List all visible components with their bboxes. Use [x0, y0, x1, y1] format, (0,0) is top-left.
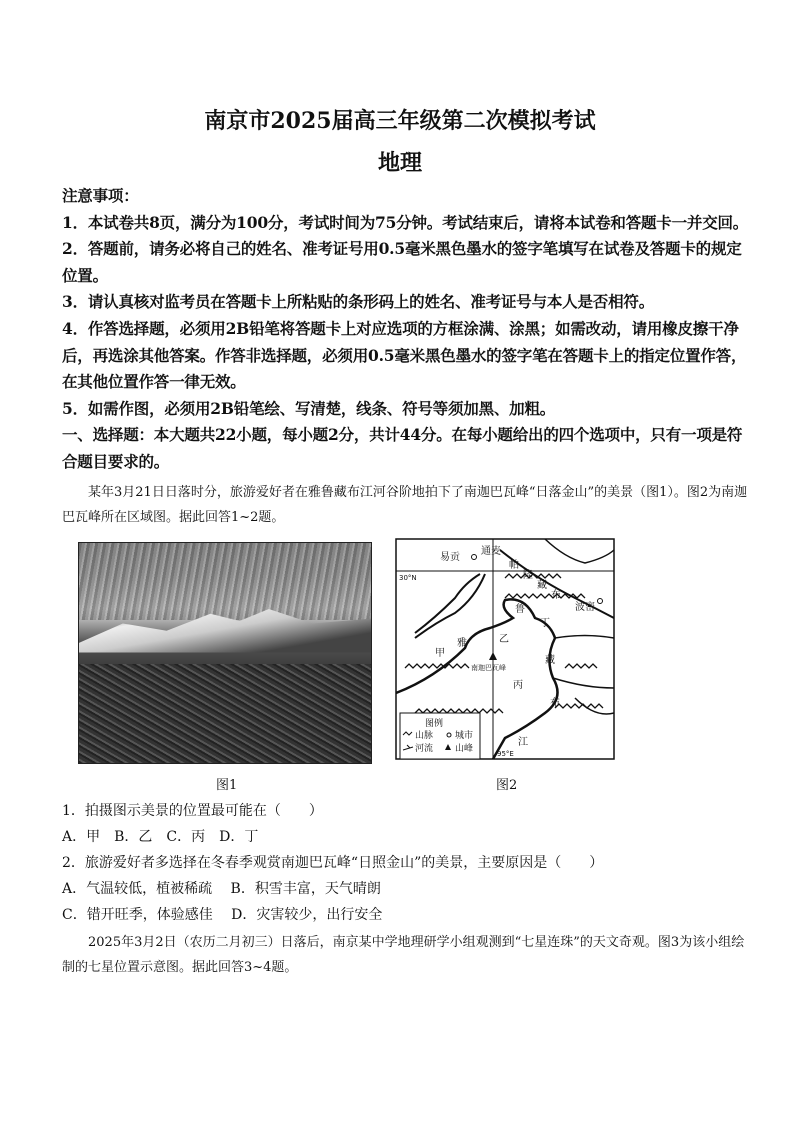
city-label: 易贡	[440, 551, 460, 563]
legend-item: 山峰	[455, 743, 474, 754]
place-label: 甲	[435, 647, 445, 659]
river-label: 江	[518, 736, 528, 748]
notice-item: 2．答题前，请务必将自己的姓名、准考证号用0.5毫米黑色墨水的签字笔填写在试卷及答题卡的规定位置。	[62, 239, 742, 285]
river-label: 雅	[457, 637, 467, 649]
question-2: 2．旅游爱好者多选择在冬春季观赏南迦巴瓦峰“日照金山”的美景，主要原因是（ ）	[62, 854, 604, 871]
passage-2: 2025年3月2日（农历二月初三）日落后，南京某中学地理研学小组观测到“七星连珠”的天文奇观。图3为该小组绘制的七星位置示意图。据此回答3~4题。	[62, 934, 745, 975]
river-label: 隆	[523, 569, 533, 581]
place-label: 乙	[499, 633, 509, 645]
river-label: 布	[550, 697, 560, 709]
question-1: 1．拍摄图示美景的位置最可能在（ ）	[62, 802, 323, 819]
question-2-options: A．气温较低，植被稀疏 B．积雪丰富，天气晴朗	[62, 880, 381, 897]
figure-2-map	[395, 538, 615, 760]
figure-2-caption: 图2	[496, 777, 518, 793]
river-label: 通麦	[481, 545, 501, 557]
notice-item: 5．如需作图，必须用2B铅笔绘、写清楚，线条、符号等须加黑、加粗。	[62, 398, 556, 418]
notice-heading: 注意事项：	[62, 186, 139, 205]
section-heading: 一、选择题：本大题共22小题，每小题2分，共计44分。在每小题给出的四个选项中，只有一项是符合题目要求的。	[62, 425, 743, 471]
longitude-label: 95°E	[497, 749, 514, 758]
notice-item: 1．本试卷共8页，满分为100分，考试时间为75分钟。考试结束后，请将本试卷和答题卡一并交回。	[62, 212, 749, 232]
notice-item: 4．作答选择题，必须用2B铅笔将答题卡上对应选项的方框涂满、涂黑；如需改动，请用橡皮擦干净后，再选涂其他答案。作答非选择题，必须用0.5毫米黑色墨水的签字笔在答题卡上的指定位置作答，在其他位置作答一律无效。	[62, 318, 747, 392]
legend-item: 河流	[415, 743, 434, 754]
figure-1-photo	[78, 542, 372, 764]
place-label: 丁	[540, 617, 550, 629]
figure-captions	[62, 774, 752, 798]
question-2-options: C．错开旺季，体验感佳 D．灾害较少，出行安全	[62, 906, 383, 923]
river-label: 藏	[537, 579, 547, 591]
notices	[62, 183, 752, 476]
passage-1: 某年3月21日日落时分，旅游爱好者在雅鲁藏布江河谷阶地拍下了南迦巴瓦峰“日落金山”的美景（图1）。图2为南迦巴瓦峰所在区域图。据此回答1~2题。	[62, 484, 748, 525]
peak-label: 南迦巴瓦峰	[471, 663, 506, 672]
river-label: 鲁	[515, 603, 525, 615]
place-label: 丙	[513, 679, 523, 691]
legend-item: 城市	[455, 730, 474, 741]
legend-title: 图例	[425, 718, 444, 729]
figures	[62, 542, 752, 774]
exam-title: 南京市2025届高三年级第二次模拟考试	[204, 108, 596, 134]
river-label: 帕	[509, 559, 519, 571]
latitude-label: 30°N	[399, 573, 417, 582]
question-1-options: A．甲 B．乙 C．丙 D．丁	[62, 828, 259, 845]
city-label: 波密	[575, 601, 595, 613]
river-label: 布	[551, 589, 561, 601]
river-label: 藏	[545, 654, 555, 666]
page-body	[62, 183, 752, 980]
subject-title: 地理	[377, 150, 422, 176]
figure-1-caption: 图1	[216, 777, 238, 793]
notice-item: 3．请认真核对监考员在答题卡上所粘贴的条形码上的姓名、准考证号与本人是否相符。	[62, 292, 654, 312]
legend-item: 山脉	[415, 730, 434, 741]
